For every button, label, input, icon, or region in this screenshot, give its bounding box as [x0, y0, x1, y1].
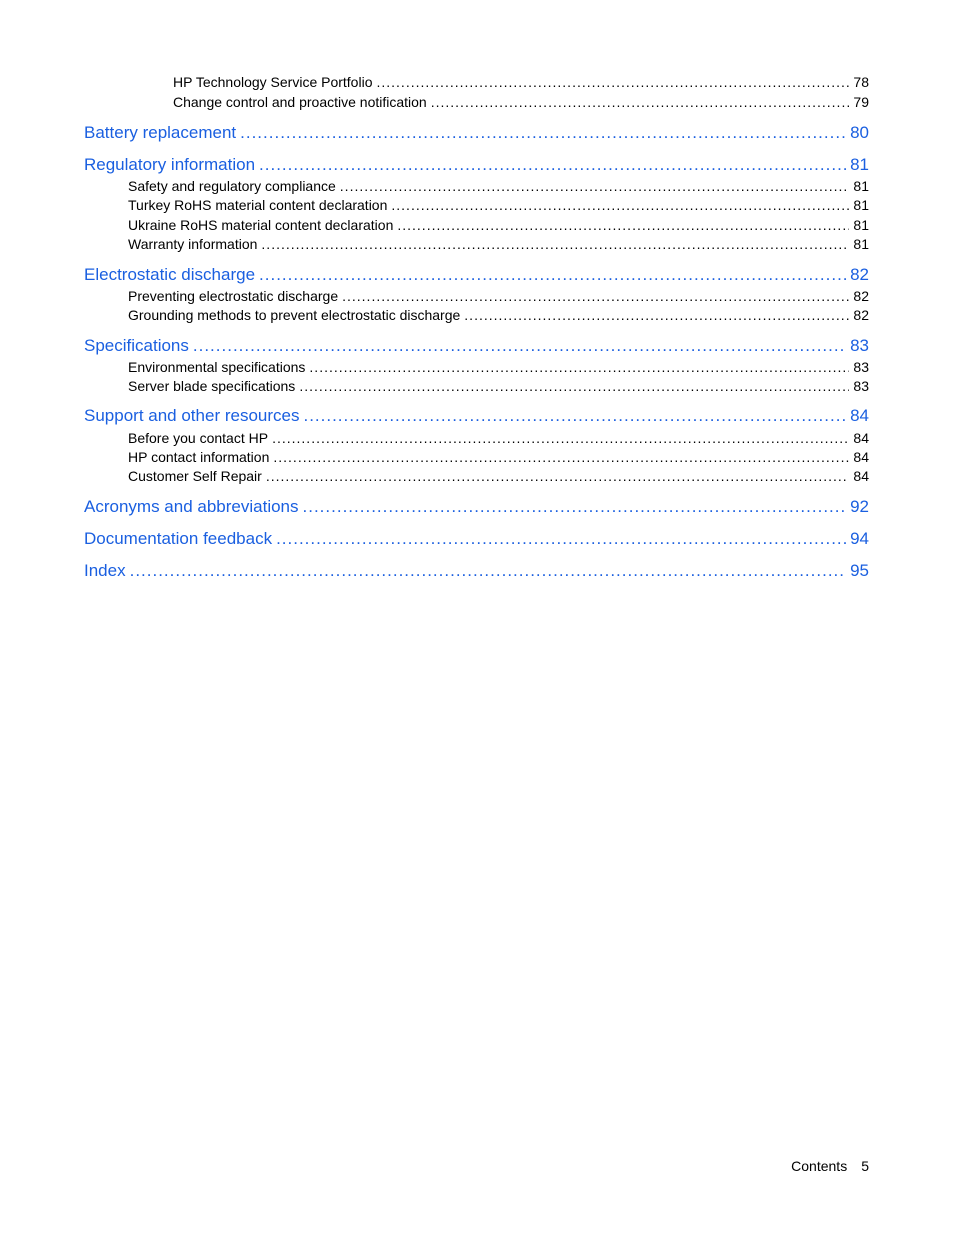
toc-entry-page: 81 — [853, 178, 869, 194]
toc-entry-title: Ukraine RoHS material content declaration — [128, 217, 394, 233]
toc-leader-dots — [376, 74, 849, 90]
toc-entry-title: Server blade specifications — [128, 378, 296, 394]
toc-entry-page: 82 — [853, 288, 869, 304]
toc-leader-dots — [193, 336, 846, 356]
toc-entry-preventing-esd[interactable] — [128, 288, 869, 304]
page-footer — [791, 1158, 869, 1174]
toc-entry-title: Support and other resources — [84, 406, 300, 425]
toc-entry-title: HP Technology Service Portfolio — [173, 74, 373, 90]
toc-leader-dots — [266, 468, 850, 484]
toc-entry-title: Preventing electrostatic discharge — [128, 288, 339, 304]
toc-entry-title: HP contact information — [128, 449, 270, 465]
toc-entry-ukraine-rohs[interactable] — [128, 217, 869, 233]
toc-entry-page: 84 — [850, 406, 869, 425]
toc-entry-turkey-rohs[interactable] — [128, 197, 869, 213]
toc-entry-environmental-specifications[interactable] — [128, 359, 869, 375]
toc-entry-title: Change control and proactive notification — [173, 94, 427, 110]
toc-entry-title: Acronyms and abbreviations — [84, 497, 299, 516]
toc-entry-page: 84 — [853, 468, 869, 484]
toc-entry-title: Safety and regulatory compliance — [128, 178, 336, 194]
toc-entry-page: 82 — [850, 265, 869, 284]
toc-entry-page: 84 — [853, 449, 869, 465]
toc-entry-hp-technology-service-portfolio[interactable] — [173, 74, 869, 90]
toc-entry-hp-contact-information[interactable] — [128, 449, 869, 465]
toc-entry-title: Index — [84, 561, 126, 580]
toc-entry-customer-self-repair[interactable] — [128, 468, 869, 484]
toc-leader-dots — [431, 94, 850, 110]
toc-entry-regulatory-information[interactable] — [84, 155, 869, 175]
toc-leader-dots — [303, 497, 847, 517]
toc-entry-acronyms[interactable] — [84, 497, 869, 517]
toc-entry-documentation-feedback[interactable] — [84, 529, 869, 549]
toc-entry-page: 83 — [853, 378, 869, 394]
toc-entry-electrostatic-discharge[interactable] — [84, 265, 869, 285]
toc-entry-change-control[interactable] — [173, 94, 869, 110]
toc-leader-dots — [273, 449, 849, 465]
toc-leader-dots — [259, 265, 846, 285]
toc-entry-safety-compliance[interactable] — [128, 178, 869, 194]
toc-entry-grounding-methods[interactable] — [128, 307, 869, 323]
toc-entry-title: Turkey RoHS material content declaration — [128, 197, 388, 213]
toc-entry-page: 84 — [853, 430, 869, 446]
toc-leader-dots — [464, 307, 849, 323]
toc-entry-page: 81 — [853, 197, 869, 213]
toc-entry-page: 83 — [850, 336, 869, 355]
toc-entry-support-resources[interactable] — [84, 406, 869, 426]
toc-entry-page: 92 — [850, 497, 869, 516]
toc-leader-dots — [340, 178, 850, 194]
toc-entry-title: Customer Self Repair — [128, 468, 262, 484]
toc-entry-title: Environmental specifications — [128, 359, 306, 375]
toc-leader-dots — [276, 529, 846, 549]
toc-entry-page: 79 — [853, 94, 869, 110]
toc-leader-dots — [303, 406, 846, 426]
toc-entry-index[interactable] — [84, 561, 869, 581]
toc-entry-page: 78 — [853, 74, 869, 90]
toc-entry-specifications[interactable] — [84, 336, 869, 356]
toc-leader-dots — [299, 378, 849, 394]
toc-entry-title: Grounding methods to prevent electrostatic discharge — [128, 307, 461, 323]
toc-entry-title: Before you contact HP — [128, 430, 269, 446]
toc-entry-page: 81 — [853, 217, 869, 233]
toc-entry-before-you-contact-hp[interactable] — [128, 430, 869, 446]
footer-page-number: 5 — [861, 1158, 869, 1174]
toc-leader-dots — [259, 155, 846, 175]
toc-leader-dots — [309, 359, 849, 375]
toc-entry-title: Electrostatic discharge — [84, 265, 256, 284]
footer-section-label: Contents — [791, 1158, 848, 1174]
toc-leader-dots — [391, 197, 849, 213]
toc-entry-page: 81 — [850, 155, 869, 174]
toc-leader-dots — [342, 288, 849, 304]
toc-entry-page: 95 — [850, 561, 869, 580]
toc-entry-warranty-information[interactable] — [128, 236, 869, 252]
toc-entry-page: 80 — [850, 123, 869, 142]
toc-leader-dots — [397, 217, 849, 233]
toc-entry-title: Specifications — [84, 336, 189, 355]
toc-entry-title: Warranty information — [128, 236, 258, 252]
toc-leader-dots — [240, 123, 846, 143]
toc-entry-title: Documentation feedback — [84, 529, 273, 548]
toc-leader-dots — [272, 430, 849, 446]
toc-leader-dots — [130, 561, 846, 581]
toc-entry-page: 83 — [853, 359, 869, 375]
toc-entry-page: 94 — [850, 529, 869, 548]
toc-entry-server-blade-specifications[interactable] — [128, 378, 869, 394]
toc-entry-title: Regulatory information — [84, 155, 256, 174]
toc-entry-battery-replacement[interactable] — [84, 123, 869, 143]
toc-entry-title: Battery replacement — [84, 123, 237, 142]
toc-entry-page: 81 — [853, 236, 869, 252]
toc-entry-page: 82 — [853, 307, 869, 323]
toc-leader-dots — [261, 236, 849, 252]
